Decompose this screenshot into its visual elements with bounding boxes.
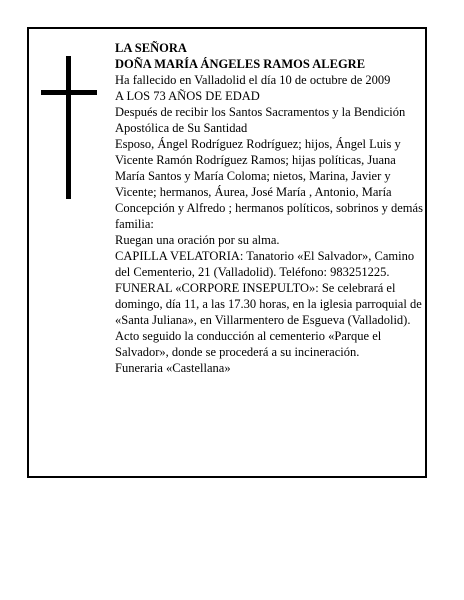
death-statement: Ha fallecido en Valladolid el día 10 de octubre de 2009 bbox=[115, 73, 391, 87]
obituary-notice bbox=[27, 27, 427, 478]
deceased-name: DOÑA MARÍA ÁNGELES RAMOS ALEGRE bbox=[115, 57, 366, 71]
family-list: Esposo, Ángel Rodríguez Rodríguez; hijos, Ángel Luis y Vicente Ramón Rodríguez Ramos; hijas políticas, Juana María Santos y María Coloma; nietos, Marina, Javier y Vicente; hermanos, Áurea, José María , Antonio, María Concepción y Alfredo ; hermanos políticos, sobrinos y demás familia: bbox=[115, 137, 423, 231]
chapel-info: CAPILLA VELATORIA: Tanatorio «El Salvador», Camino del Cementerio, 21 (Valladolid). Teléfono: 983251225. bbox=[115, 249, 415, 279]
cross-icon bbox=[41, 56, 97, 199]
prayer-request: Ruegan una oración por su alma. bbox=[115, 233, 280, 247]
sacraments-statement: Después de recibir los Santos Sacramentos y la Bendición Apostólica de Su Santidad bbox=[115, 105, 406, 135]
age-statement: A LOS 73 AÑOS DE EDAD bbox=[115, 89, 260, 103]
notice-text bbox=[115, 40, 427, 376]
cross-vertical-bar bbox=[66, 56, 71, 199]
notice-title: LA SEÑORA bbox=[115, 41, 187, 55]
funeral-home: Funeraria «Castellana» bbox=[115, 361, 231, 375]
funeral-info: FUNERAL «CORPORE INSEPULTO»: Se celebrará el domingo, día 11, a las 17.30 horas, en la iglesia parroquial de «Santa Juliana», en Villarmentero de Esgueva (Valladolid). Acto seguido la conducción al cementerio «Parque el Salvador», donde se procederá a su incineración. bbox=[115, 281, 422, 359]
cross-horizontal-bar bbox=[41, 90, 97, 95]
